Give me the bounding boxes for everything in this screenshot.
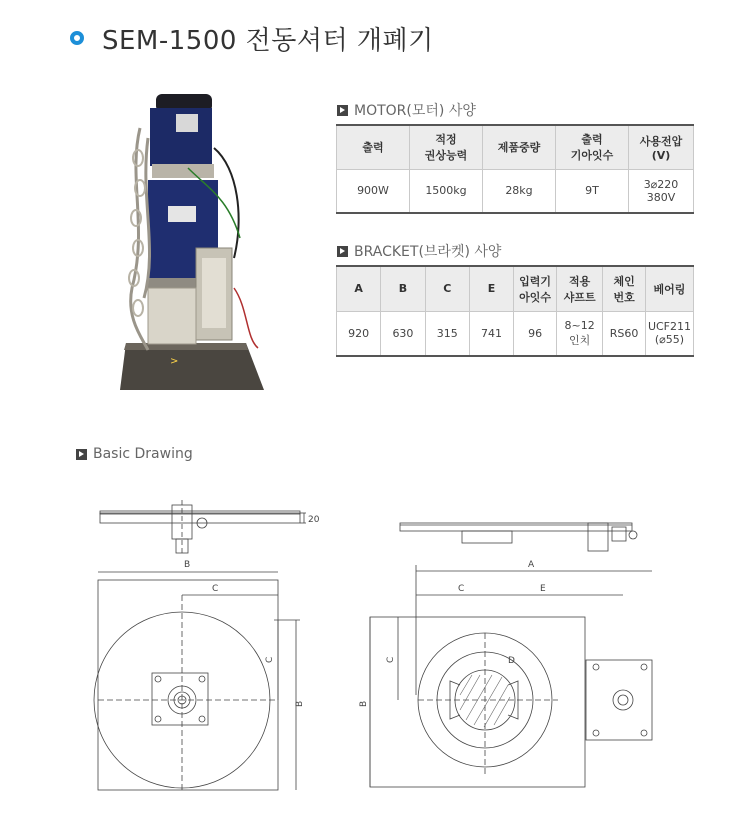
bracket-cell: 630 bbox=[381, 311, 425, 356]
circle-bullet-icon bbox=[70, 31, 84, 45]
bracket-col-header: 입력기 아잇수 bbox=[514, 266, 557, 311]
bracket-col-header: 베어링 bbox=[645, 266, 693, 311]
motor-col-header: 출력 기아잇수 bbox=[556, 125, 629, 169]
page-title: SEM-1500 전동셔터 개폐기 bbox=[102, 25, 434, 56]
bracket-col-header: 체인 번호 bbox=[603, 266, 646, 311]
bracket-cell: 741 bbox=[469, 311, 513, 356]
bracket-col-header: E bbox=[469, 266, 513, 311]
bracket-header-row bbox=[337, 266, 694, 311]
left-front-view bbox=[94, 572, 300, 790]
left-top-view bbox=[100, 500, 306, 555]
bracket-col-header: B bbox=[381, 266, 425, 311]
right-dim-E: E bbox=[540, 584, 546, 594]
bracket-cell: UCF211 (⌀55) bbox=[645, 311, 693, 356]
bracket-col-header: C bbox=[425, 266, 469, 311]
title-row bbox=[70, 18, 434, 58]
bracket-col-header: 적용 샤프트 bbox=[557, 266, 603, 311]
product-photo bbox=[118, 88, 266, 393]
right-dim-D: D bbox=[508, 656, 515, 666]
right-dim-B-side: B bbox=[359, 700, 369, 707]
square-arrow-icon bbox=[337, 246, 348, 257]
bracket-cell: RS60 bbox=[603, 311, 646, 356]
technical-drawing bbox=[88, 495, 668, 805]
bracket-cell: 920 bbox=[337, 311, 381, 356]
motor-cell: 3⌀220 380V bbox=[629, 169, 694, 213]
left-dim-C-side: C bbox=[265, 656, 275, 663]
right-dim-C-side: C bbox=[386, 656, 396, 663]
dim-20-label: 20 bbox=[308, 515, 320, 525]
bracket-spec-table bbox=[336, 265, 694, 357]
motor-col-header: 사용전압 (V) bbox=[629, 125, 694, 169]
bracket-heading-text: BRACKET(브라켓) 사양 bbox=[354, 244, 502, 260]
right-dim-A: A bbox=[528, 560, 535, 570]
bracket-value-row bbox=[337, 311, 694, 356]
left-dim-C-top: C bbox=[212, 584, 219, 594]
motor-heading-text: MOTOR(모터) 사양 bbox=[354, 103, 476, 119]
left-dim-B-top: B bbox=[184, 560, 191, 570]
bracket-section-heading bbox=[337, 241, 501, 261]
motor-col-header: 적정 권상능력 bbox=[410, 125, 483, 169]
motor-cell: 1500kg bbox=[410, 169, 483, 213]
left-dim-B-side: B bbox=[295, 700, 305, 707]
drawing-heading-text: Basic Drawing bbox=[93, 446, 193, 462]
motor-value-row bbox=[337, 169, 694, 213]
right-front-view bbox=[370, 565, 652, 787]
bracket-cell: 96 bbox=[514, 311, 557, 356]
motor-header-row bbox=[337, 125, 694, 169]
bracket-cell: 8~12 인치 bbox=[557, 311, 603, 356]
bracket-col-header: A bbox=[337, 266, 381, 311]
motor-spec-table bbox=[336, 124, 694, 214]
motor-col-header: 출력 bbox=[337, 125, 410, 169]
right-dim-C: C bbox=[458, 584, 465, 594]
motor-section-heading bbox=[337, 100, 476, 120]
bracket-cell: 315 bbox=[425, 311, 469, 356]
motor-cell: 9T bbox=[556, 169, 629, 213]
square-arrow-icon bbox=[337, 105, 348, 116]
drawing-section-heading bbox=[76, 446, 193, 462]
svg-text:>: > bbox=[170, 356, 179, 367]
motor-cell: 900W bbox=[337, 169, 410, 213]
motor-col-header: 제품중량 bbox=[483, 125, 556, 169]
motor-cell: 28kg bbox=[483, 169, 556, 213]
square-arrow-icon bbox=[76, 449, 87, 460]
right-top-view bbox=[400, 523, 637, 551]
